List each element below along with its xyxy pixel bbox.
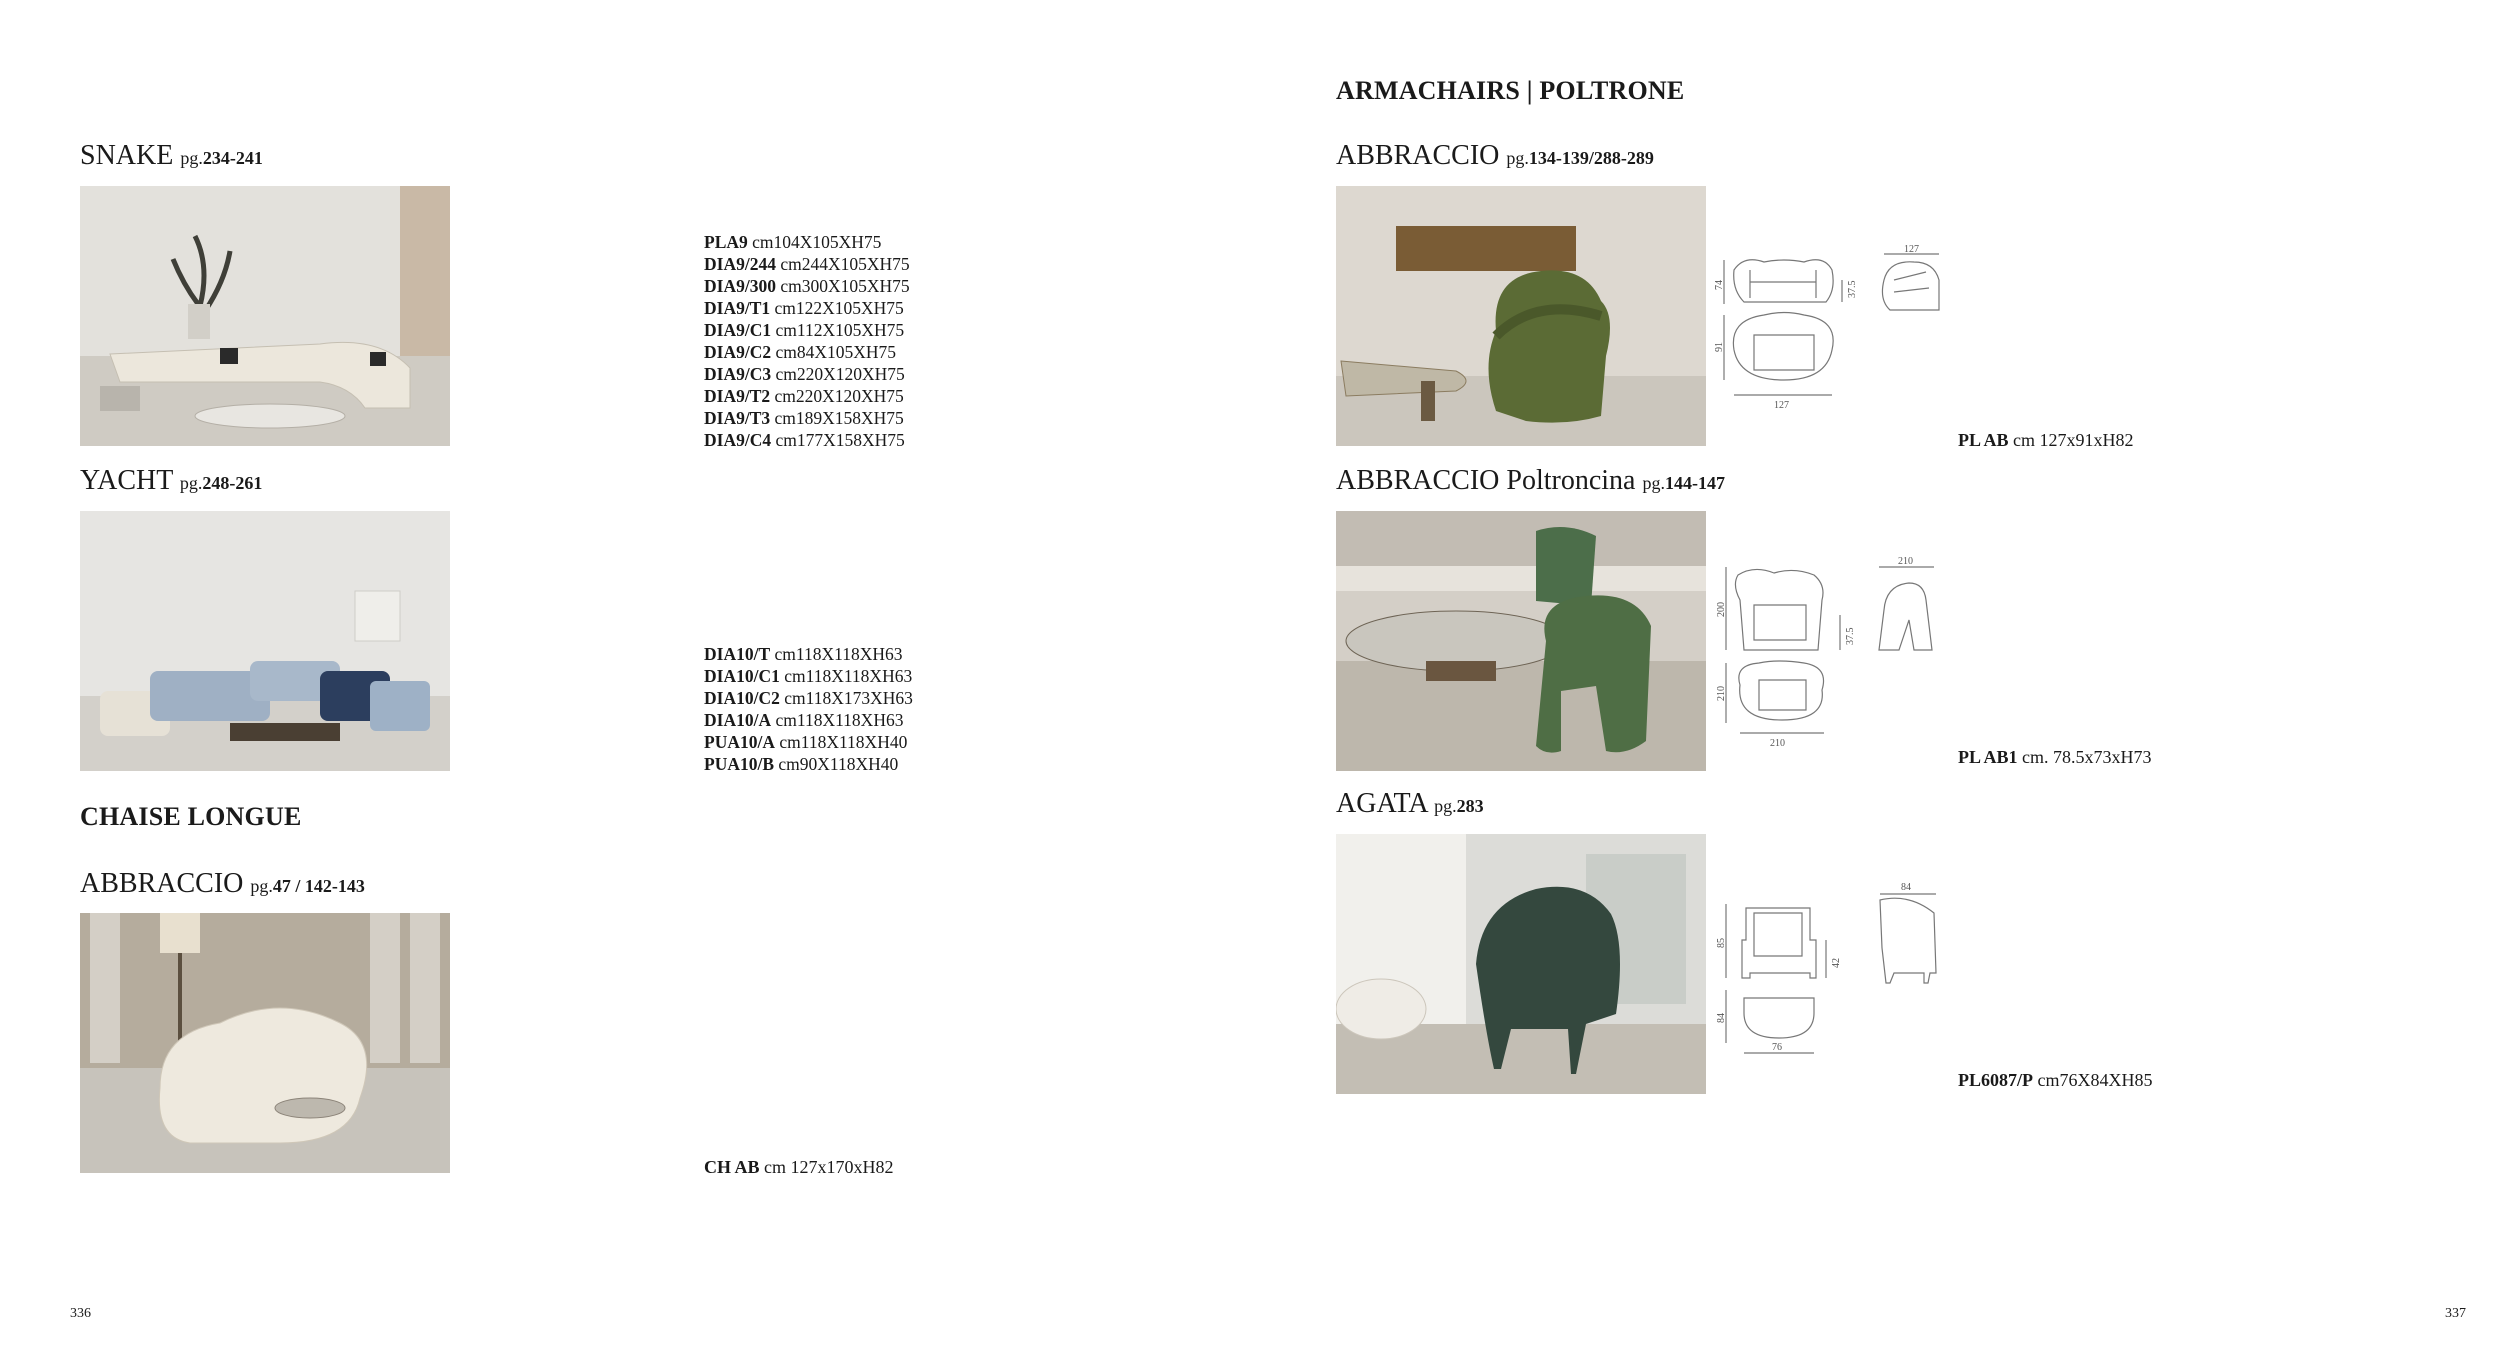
product-title-abbraccio-chaise bbox=[80, 868, 365, 900]
code-row: PLA9 cm104X105XH75 bbox=[704, 232, 882, 252]
code-row: DIA9/T2 cm220X120XH75 bbox=[704, 386, 904, 406]
dim-label: 84 bbox=[1901, 882, 1911, 893]
snake-sofa-photo bbox=[80, 186, 450, 446]
page-ref-prefix: pg. bbox=[250, 876, 273, 896]
dim-label: 127 bbox=[1774, 400, 1789, 411]
page-ref-numbers: 134-139/288-289 bbox=[1528, 148, 1654, 168]
dim-label: 85 bbox=[1716, 938, 1727, 948]
code-row: PUA10/A cm118X118XH40 bbox=[704, 732, 908, 752]
product-name: YACHT bbox=[80, 465, 173, 496]
product-title-agata bbox=[1336, 788, 1484, 820]
abbraccio-chaise-photo bbox=[80, 913, 450, 1173]
code-row: DIA10/C1 cm118X118XH63 bbox=[704, 666, 913, 686]
yacht-code-list bbox=[704, 643, 913, 775]
product-name: ABBRACCIO Poltroncina bbox=[1336, 465, 1636, 496]
product-name: ABBRACCIO bbox=[1336, 140, 1500, 171]
code-row: DIA10/C2 cm118X173XH63 bbox=[704, 688, 913, 708]
dim-label: 127 bbox=[1904, 244, 1919, 255]
product-title-abbraccio bbox=[1336, 140, 1654, 172]
product-title-yacht bbox=[80, 465, 262, 497]
abbraccio-dimension-drawing bbox=[1714, 240, 1994, 455]
dim-label: 210 bbox=[1770, 738, 1785, 749]
section-title-chaise-longue: CHAISE LONGUE bbox=[80, 802, 302, 831]
abbraccio-armchair-photo bbox=[1336, 186, 1706, 446]
page-ref-prefix: pg. bbox=[180, 148, 203, 168]
code-row: DIA9/C1 cm112X105XH75 bbox=[704, 320, 905, 340]
code-row: DIA9/T1 cm122X105XH75 bbox=[704, 298, 904, 318]
dim-label: 74 bbox=[1714, 280, 1725, 290]
code-row: DIA10/T cm118X118XH63 bbox=[704, 644, 903, 664]
code-row: DIA9/244 cm244X105XH75 bbox=[704, 254, 910, 274]
dim-label: 91 bbox=[1714, 342, 1725, 352]
page-ref-numbers: 234-241 bbox=[202, 148, 263, 168]
dim-label: 37.5 bbox=[1847, 280, 1858, 298]
page-number-right: 337 bbox=[2445, 1306, 2466, 1321]
code-row: DIA9/T3 cm189X158XH75 bbox=[704, 408, 904, 428]
page-ref-prefix: pg. bbox=[179, 473, 203, 493]
page-number-left: 336 bbox=[70, 1306, 91, 1321]
dim-label: 200 bbox=[1716, 602, 1727, 617]
abbraccio-poltroncina-spec: PL AB1 cm. 78.5x73xH73 bbox=[1958, 747, 2152, 767]
poltroncina-dimension-drawing bbox=[1714, 555, 1994, 775]
page-ref-prefix: pg. bbox=[1642, 473, 1665, 493]
snake-code-list bbox=[704, 231, 910, 451]
agata-dimension-drawing bbox=[1714, 878, 1994, 1098]
code-row: DIA9/C2 cm84X105XH75 bbox=[704, 342, 897, 362]
page-ref-numbers: 248-261 bbox=[202, 473, 263, 493]
product-name: AGATA bbox=[1336, 788, 1428, 819]
dim-label: 84 bbox=[1716, 1013, 1727, 1023]
product-title-abbraccio-poltroncina bbox=[1336, 465, 1725, 497]
dim-label: 210 bbox=[1716, 686, 1727, 701]
agata-armchair-spec: PL6087/P cm76X84XH85 bbox=[1958, 1070, 2153, 1090]
page-ref-numbers: 47 / 142-143 bbox=[272, 876, 365, 896]
section-title-armchairs: ARMACHAIRS | POLTRONE bbox=[1336, 76, 1685, 105]
product-name: ABBRACCIO bbox=[80, 868, 244, 899]
agata-armchair-photo bbox=[1336, 834, 1706, 1094]
code-row: PUA10/B cm90X118XH40 bbox=[704, 754, 899, 774]
yacht-sofa-photo bbox=[80, 511, 450, 771]
code-row: DIA9/C3 cm220X120XH75 bbox=[704, 364, 905, 384]
dim-label: 76 bbox=[1772, 1042, 1782, 1053]
product-title-snake bbox=[80, 140, 263, 172]
abbraccio-poltroncina-photo bbox=[1336, 511, 1706, 771]
product-name: SNAKE bbox=[80, 140, 174, 171]
page-ref-prefix: pg. bbox=[1506, 148, 1529, 168]
abbraccio-chaise-spec: CH AB cm 127x170xH82 bbox=[704, 1157, 894, 1177]
code-row: DIA9/300 cm300X105XH75 bbox=[704, 276, 910, 296]
dim-label: 37.5 bbox=[1845, 627, 1856, 645]
page-ref-numbers: 144-147 bbox=[1664, 473, 1725, 493]
page-ref-numbers: 283 bbox=[1456, 796, 1484, 816]
dim-label: 42 bbox=[1831, 958, 1842, 968]
code-row: DIA9/C4 cm177X158XH75 bbox=[704, 430, 905, 450]
page-ref-prefix: pg. bbox=[1434, 796, 1457, 816]
code-row: DIA10/A cm118X118XH63 bbox=[704, 710, 904, 730]
dim-label: 210 bbox=[1898, 556, 1913, 567]
abbraccio-armchair-spec: PL AB cm 127x91xH82 bbox=[1958, 430, 2134, 450]
